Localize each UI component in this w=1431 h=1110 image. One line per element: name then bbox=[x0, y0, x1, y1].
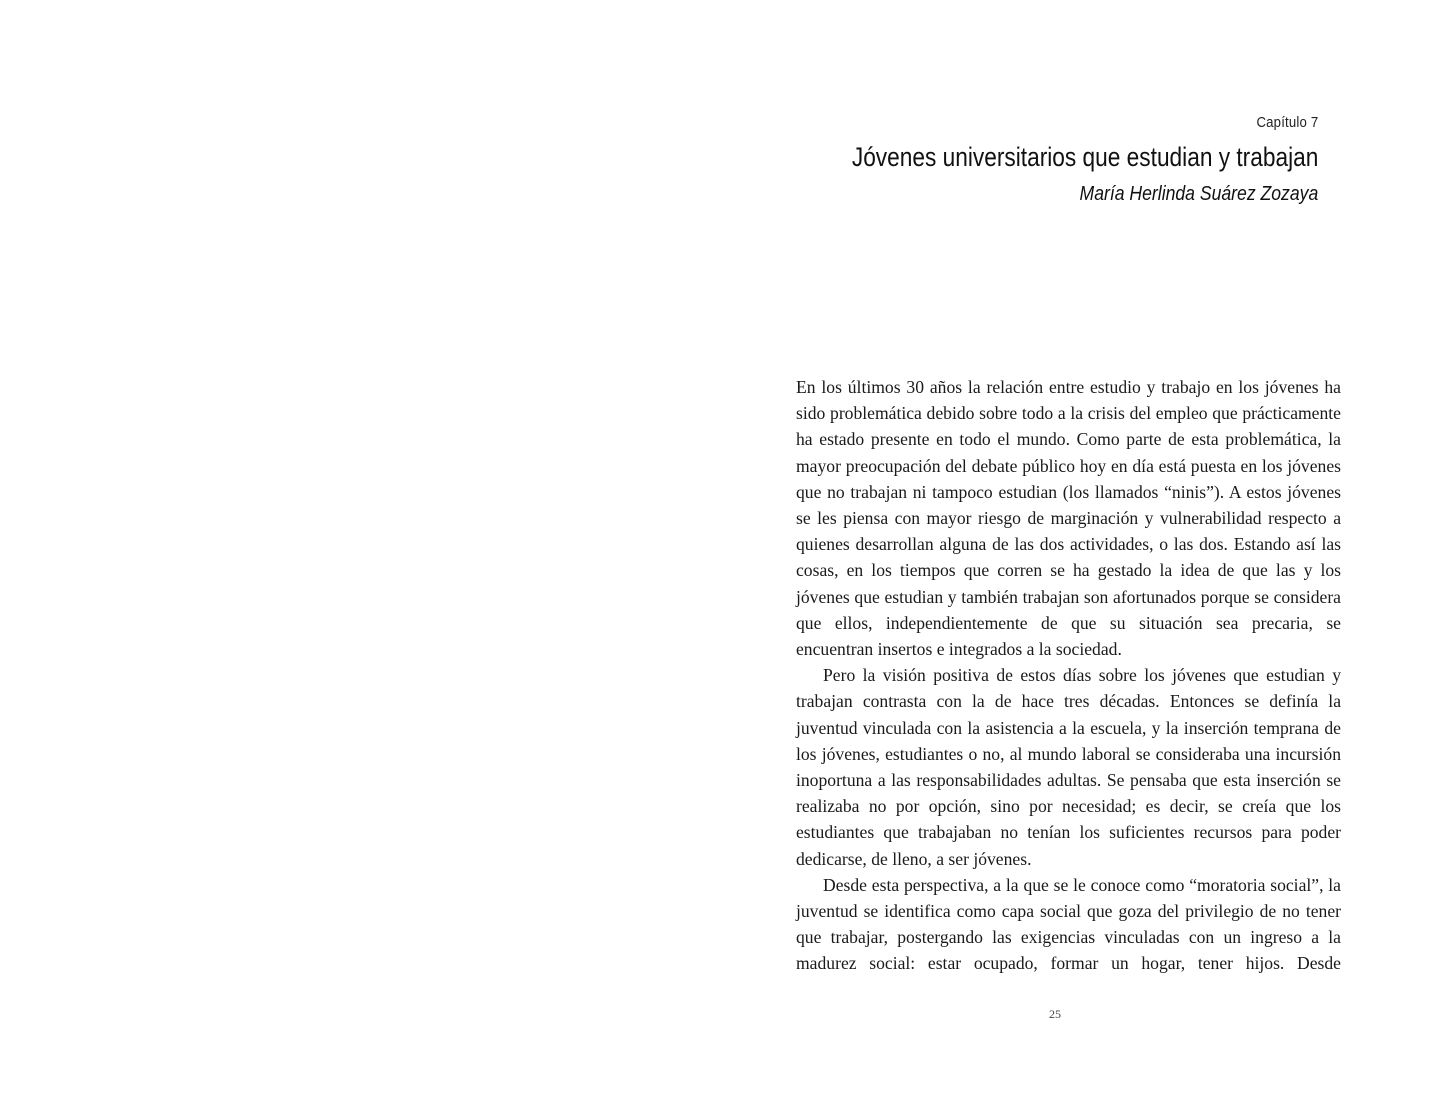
paragraph-3: Desde esta perspectiva, a la que se le conoce como “moratoria social”, la juventud se identifica como capa social que goza del privilegio de no tener que trabajar, postergando las exigencias vinculadas con un ingreso a la madurez social: estar ocupado, formar un hogar, tener hijos. Desde bbox=[796, 874, 1341, 974]
chapter-author: María Herlinda Suárez Zozaya bbox=[1079, 183, 1318, 205]
chapter-title: Jóvenes universitarios que estudian y trabajan bbox=[851, 142, 1318, 172]
page-number: 25 bbox=[1049, 1007, 1061, 1021]
right-page bbox=[716, 0, 1431, 1110]
chapter-label: Capítulo 7 bbox=[1256, 114, 1318, 131]
left-page-blank bbox=[0, 0, 715, 1110]
paragraph-2: Pero la visión positiva de estos días sobre los jóvenes que estudian y trabajan contrasta con la de hace tres décadas. Entonces se definía la juventud vinculada con la asistencia a la escuela, y la inserción temprana de los jóvenes, estudiantes o no, al mundo laboral se consideraba una incursión inoportuna a las responsabilidades adultas. Se pensaba que esta inserción se realizaba no por opción, sino por necesidad; es decir, se creía que los estudiantes que trabajaban no tenían los suficientes recursos para poder dedicarse, de lleno, a ser jóvenes. bbox=[796, 665, 1341, 869]
paragraph-1: En los últimos 30 años la relación entre estudio y trabajo en los jóvenes ha sido problemática debido sobre todo a la crisis del empleo que prácticamente ha estado presente en todo el mundo. Como parte de esta problemática, la mayor preocupación del debate público hoy en día está puesta en los jóvenes que no trabajan ni tampoco estudian (los llamados “ninis”). A estos jóvenes se les piensa con mayor riesgo de marginación y vulnerabilidad respecto a quienes desarrollan alguna de las dos actividades, o las dos. Estando así las cosas, en los tiempos que corren se ha gestado la idea de que las y los jóvenes que estudian y también trabajan son afortunados porque se considera que ellos, independientemente de que su situación sea precaria, se encuentran insertos e integrados a la sociedad. bbox=[796, 377, 1341, 660]
chapter-body bbox=[796, 374, 1341, 977]
